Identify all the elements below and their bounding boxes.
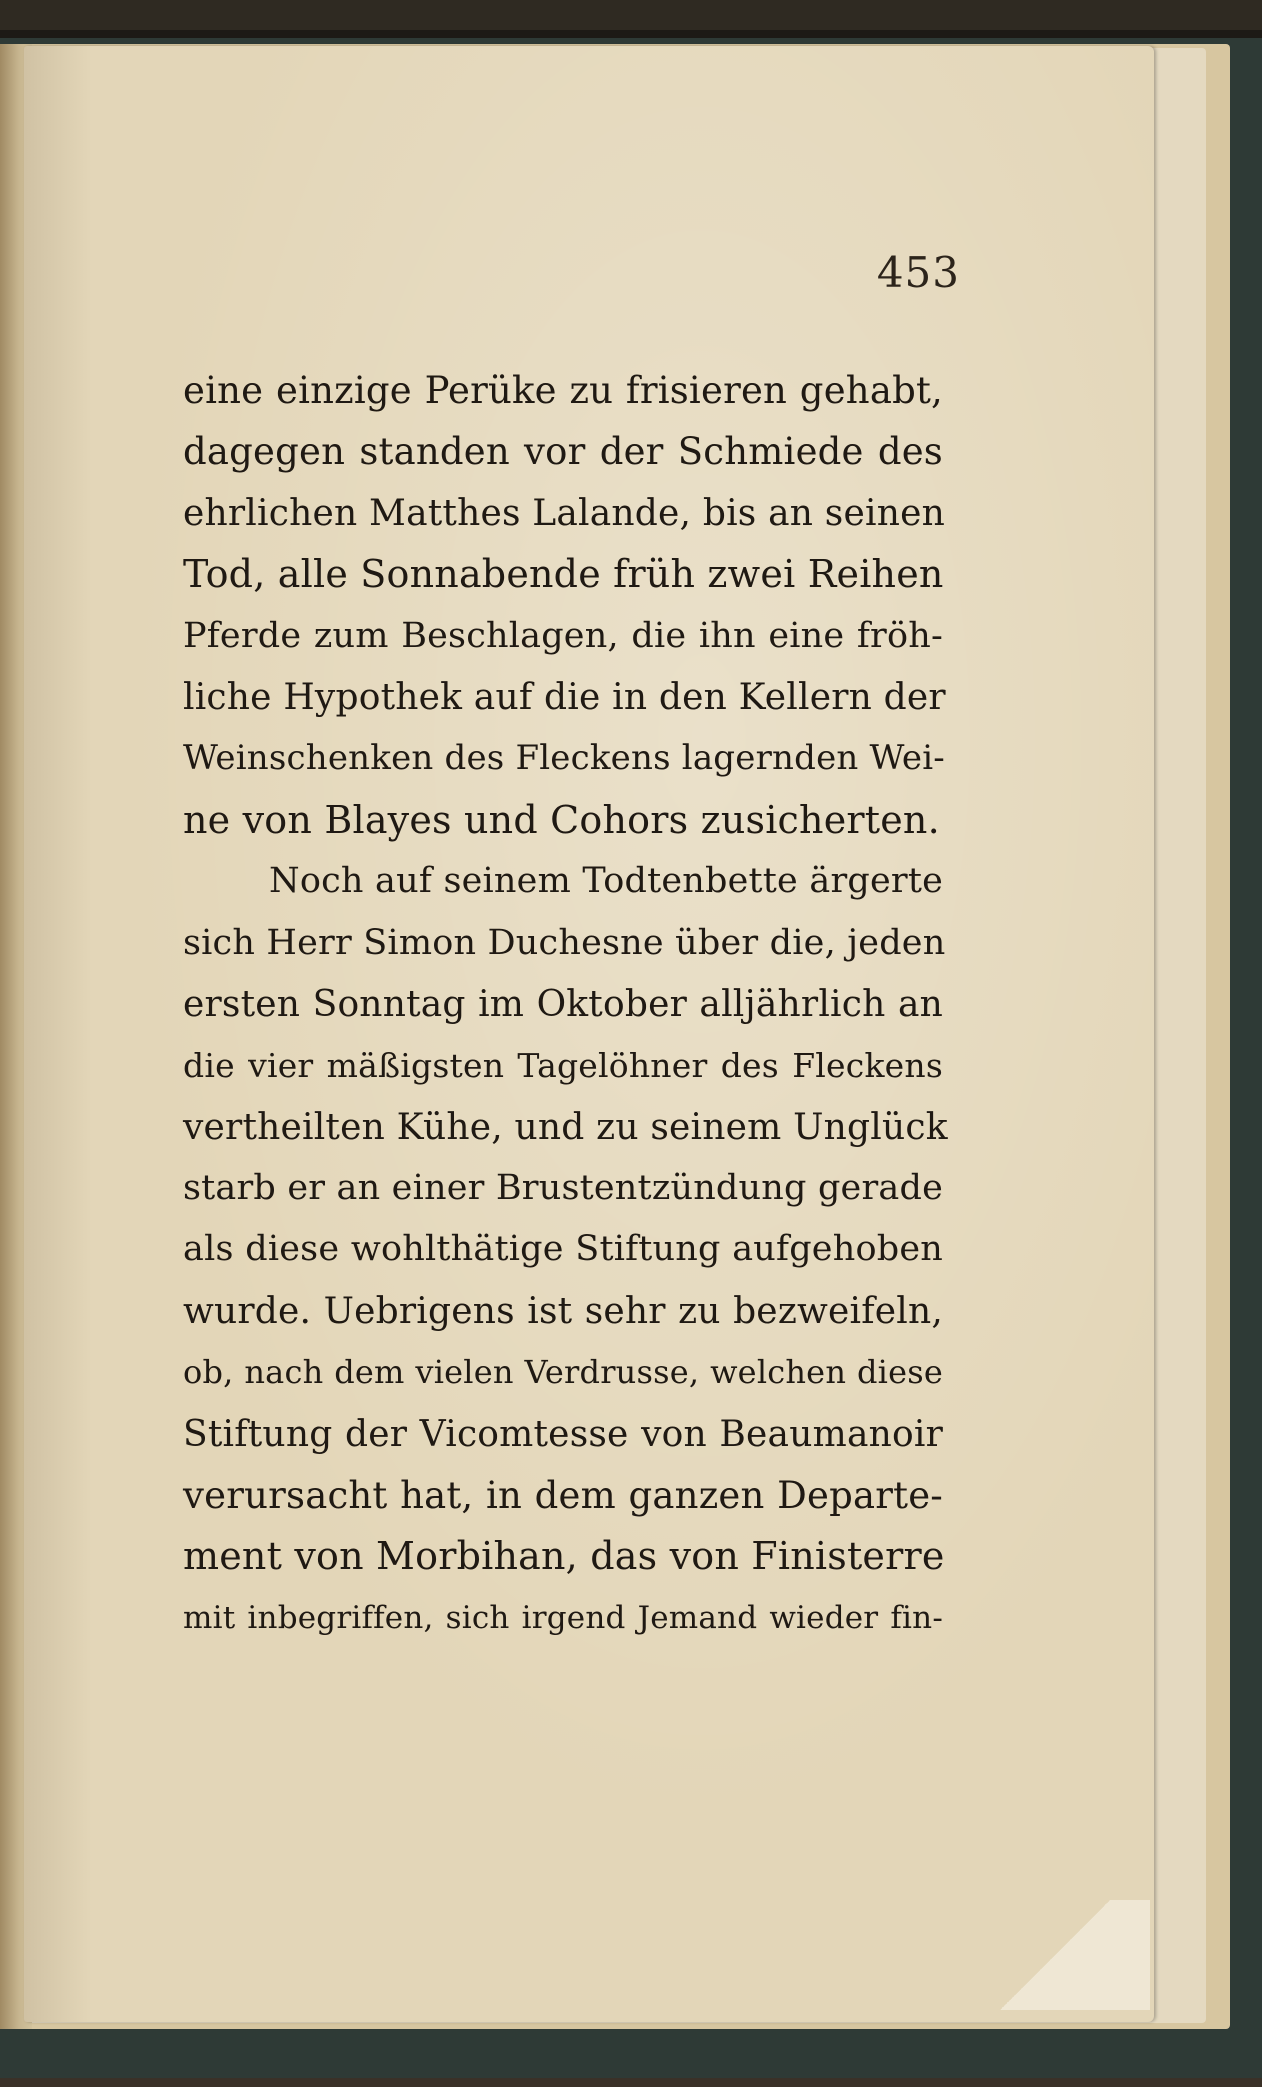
text-line: die vier mäßigsten Tagelöhner des Fleckens [183,1046,943,1086]
text-line: Weinschenken des Fleckens lagernden Wei- [183,738,945,779]
text-line: dagegen standen vor der Schmiede des [183,430,943,474]
text-line: Stiftung der Vicomtesse von Beaumanoir [183,1413,943,1455]
text-line: liche Hypothek auf die in den Kellern der [183,676,946,718]
paragraph-start-line: Noch auf seinem Todtenbette ärgerte [269,861,943,902]
text-line: ne von Blayes und Cohors zusicherten. [183,797,940,842]
text-line: ehrlichen Matthes Lalande, bis an seinen [183,492,945,534]
body-text [183,360,948,1649]
page-corner-curl [960,1900,1150,2010]
text-line: mit inbegriffen, sich irgend Jemand wieder fin- [183,1599,943,1636]
text-line: Pferde zum Beschlagen, die ihn eine fröh- [183,615,943,656]
text-line: sich Herr Simon Duchesne über die, jeden [183,922,946,963]
text-line: als diese wohlthätige Stiftung aufgehoben [183,1229,943,1270]
text-line: ob, nach dem vielen Verdrusse, welchen diese [183,1353,943,1392]
text-line: ment von Morbihan, das von Finisterre [183,1534,945,1579]
text-line: ersten Sonntag im Oktober alljährlich an [183,983,943,1025]
text-line: Tod, alle Sonnabende früh zwei Reihen [183,552,944,597]
page-number: 453 [876,248,960,297]
text-line: vertheilten Kühe, und zu seinem Unglück [183,1106,948,1148]
text-line: eine einzige Perüke zu frisieren gehabt, [183,369,943,412]
text-line: wurde. Uebrigens ist sehr zu bezweifeln, [183,1290,943,1332]
text-line: starb er an einer Brustentzündung gerade [183,1168,943,1209]
text-line: verursacht hat, in dem ganzen Departe- [183,1474,943,1518]
